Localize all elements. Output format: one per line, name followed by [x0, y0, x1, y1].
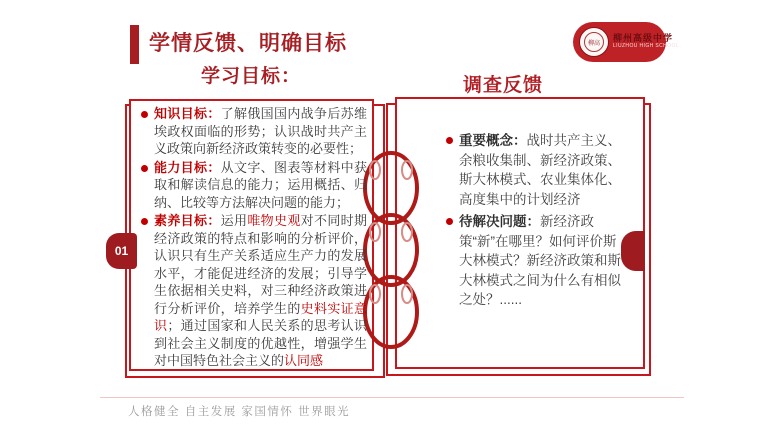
learning-goals-heading: 学习目标： — [201, 66, 302, 87]
page-number-badge: 01 — [106, 233, 137, 269]
school-emblem-icon — [579, 27, 609, 57]
footer-motto: 人格健全 自主发展 家国情怀 世界眼光 — [128, 406, 351, 418]
bullet-icon — [141, 218, 148, 225]
goal-segment: ；通过国家和人民关系的思考认识到社会主义制度的优越性，增强学生对中国特色社会主义的 — [154, 318, 367, 368]
survey-feedback-list — [446, 131, 624, 313]
goal-label: 知识目标： — [154, 106, 221, 121]
goal-label: 能力目标： — [154, 159, 221, 175]
school-name-en: LIUZHOU HIGH SCHOOL — [613, 43, 679, 50]
goal-segment: 对不同时期经济政策的特点和影响的分析评价，认识只有生产关系适应生产力的发展水平，才能促进经济的发展；引导学生依据相关史料，对三种经济政策进行分析评价，培养学生的 — [154, 213, 367, 316]
feedback-label: 重要概念： — [459, 133, 527, 148]
bullet-icon — [446, 137, 453, 144]
bullet-icon — [141, 165, 148, 172]
goal-item — [141, 212, 367, 370]
school-name-cn: 柳州高级中学 — [613, 33, 674, 44]
footer-divider — [100, 397, 684, 398]
goal-text — [154, 159, 367, 212]
school-logo-text — [613, 34, 679, 49]
learning-goals-list — [141, 105, 367, 371]
goal-item — [141, 159, 367, 212]
right-page-side-tab — [621, 231, 645, 271]
feedback-body: 战时共产主义、余粮收集制、新经济政策、斯大林模式、农业集体化、高度集中的计划经济 — [459, 133, 621, 207]
feedback-text — [459, 212, 624, 310]
feedback-item — [446, 212, 624, 310]
feedback-item — [446, 131, 624, 209]
bullet-icon — [141, 111, 148, 118]
goal-text — [154, 212, 367, 370]
bullet-icon — [446, 218, 453, 225]
goal-segment: 了解俄国国内战争后苏维埃政权面临的形势；认识战时共产主义政策向新经济政策转变的必要性； — [154, 106, 367, 156]
feedback-label: 待解决问题： — [459, 214, 540, 229]
survey-feedback-heading: 调查反馈 — [463, 75, 544, 96]
feedback-body: 新经济政策“新”在哪里？如何评价斯大林模式？新经济政策和斯大林模式之间为什么有相似之处？...... — [459, 214, 621, 307]
page-title: 学情反馈、明确目标 — [149, 32, 347, 55]
highlighted-term: 认同感 — [284, 353, 324, 368]
goal-segment: 运用 — [220, 213, 248, 228]
goal-label: 素养目标： — [154, 213, 221, 228]
school-logo — [573, 22, 679, 62]
school-emblem-inner-ring: 柳高 — [584, 32, 604, 52]
goal-item — [141, 105, 367, 158]
goal-text — [154, 105, 367, 158]
feedback-text — [459, 131, 624, 209]
highlighted-term: 史料实证意识 — [154, 300, 367, 333]
title-accent-bar — [130, 25, 139, 64]
highlighted-term: 唯物史观 — [247, 213, 301, 228]
goal-segment: 从文字、图表等材料中获取和解读信息的能力；运用概括、归纳、比较等方法解决问题的能力； — [154, 159, 367, 210]
